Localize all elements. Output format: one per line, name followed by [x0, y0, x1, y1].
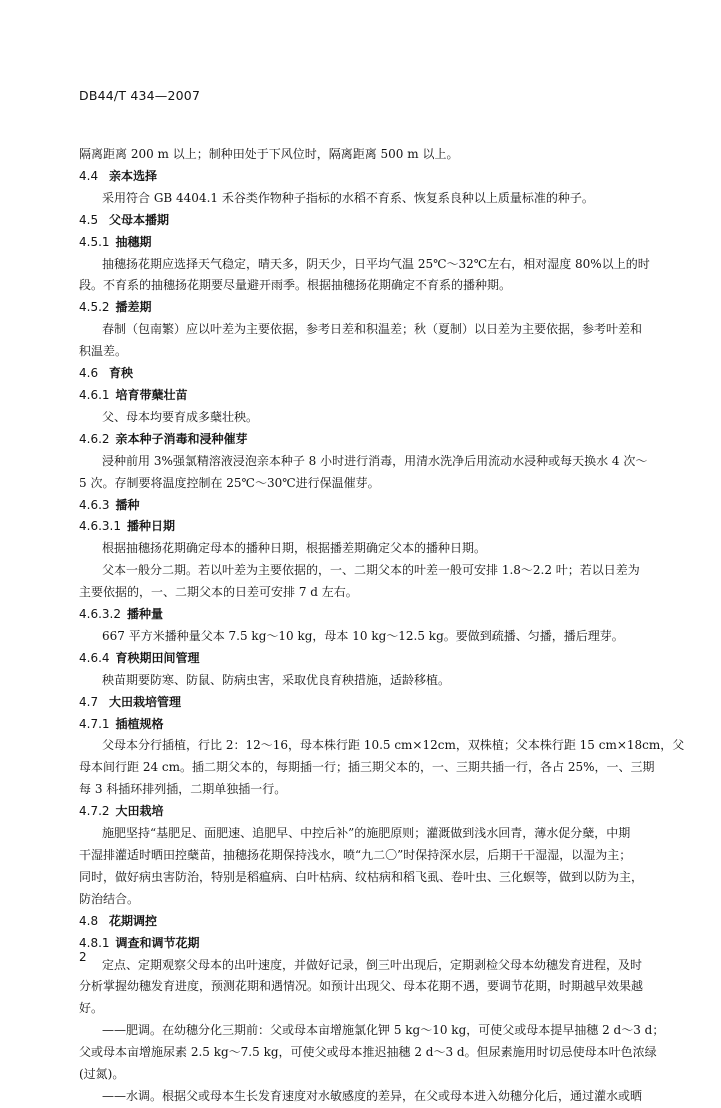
paragraph-line: 防治结合。 — [79, 891, 140, 906]
paragraph-line: 根据抽穗扬花期确定母本的播种日期，根据播差期确定父本的播种日期。 — [102, 541, 487, 556]
section-title: 抽穗期 — [115, 234, 152, 249]
section-number: 4.6.2 — [79, 431, 110, 446]
paragraph-line: 好。 — [79, 1001, 104, 1016]
section-title: 亲本种子消毒和浸种催芽 — [115, 431, 248, 446]
paragraph-line: ——水调。根据父或母本生长发育速度对水敏感度的差异，在父或母本进入幼穗分化后，通过灌水或晒 — [102, 1088, 643, 1103]
paragraph-line: 段。不育系的抽穗扬花期要尽量避开雨季。根据抽穗扬花期确定不育系的播种期。 — [79, 278, 512, 293]
section-title: 父母本播期 — [109, 212, 170, 227]
section-title: 花期调控 — [109, 913, 158, 928]
section-number: 4.6.3.2 — [79, 607, 121, 622]
paragraph-line: 定点、定期观察父母本的出叶速度，并做好记录，倒三叶出现后，定期剥检父母本幼穗发育进程，及时 — [102, 957, 643, 972]
section-heading — [79, 385, 645, 407]
paragraph-line: 同时，做好病虫害防治，特别是稻瘟病、白叶枯病、纹枯病和稻飞虱、卷叶虫、三化螟等，做到以防为主， — [79, 869, 644, 884]
section-heading — [79, 911, 645, 933]
section-number: 4.7.2 — [79, 804, 110, 819]
section-number: 4.6.3.1 — [79, 519, 121, 534]
section-number: 4.6 — [79, 366, 99, 381]
paragraph-line: 春制（包南繁）应以叶差为主要依据，参考日差和积温差；秋（夏制）以日差为主要依据，参考叶差和 — [102, 322, 643, 337]
section-title: 大田栽培管理 — [109, 694, 182, 709]
paragraph-line: 5 次。存制要将温度控制在 25℃～30℃进行保温催芽。 — [79, 475, 380, 490]
paragraph-line: 秧苗期要防寒、防鼠、防病虫害，采取优良育秧措施，适龄移植。 — [102, 672, 451, 687]
paragraph-line: 父本一般分二期。若以叶差为主要依据的，一、二期父本的叶差一般可安排 1.8～2.2 叶；若以日差为 — [102, 563, 640, 578]
section-heading — [79, 429, 645, 451]
section-title: 育秧期田间管理 — [115, 650, 200, 665]
paragraph-line: 父或母本亩增施尿素 2.5 kg～7.5 kg，可使父或母本推迟抽穗 2 d～3 d。但尿素施用时切忌使母本叶色浓绿 — [79, 1045, 657, 1060]
section-title: 育秧 — [109, 366, 134, 381]
paragraph-line: 抽穗扬花期应选择天气稳定，晴天多，阴天少，日平均气温 25℃～32℃左右，相对湿度 80%以上的时 — [102, 256, 650, 271]
section-number: 4.5.1 — [79, 234, 110, 249]
section-heading — [79, 801, 645, 823]
paragraph-line: 施肥坚持“基肥足、面肥速、追肥早、中控后补”的施肥原则；灌溉做到浅水回青，薄水促分蘖，中期 — [102, 826, 631, 841]
section-number: 4.8.1 — [79, 935, 110, 950]
paragraph-line: 浸种前用 3%强氯精溶液浸泡亲本种子 8 小时进行消毒，用清水洗净后用流动水浸种或每天换水 4 次～ — [102, 453, 648, 468]
section-heading — [79, 933, 645, 955]
paragraph-line: 主要依据的，一、二期父本的日差可安排 7 d 左右。 — [79, 585, 358, 600]
page-number: 2 — [79, 950, 87, 964]
section-heading — [79, 210, 645, 232]
paragraph-line: 干湿排灌适时晒田控蘖苗，抽穗扬花期保持浅水，喷“九二〇”时保持深水层，后期干干湿湿，以湿为主； — [79, 848, 632, 862]
paragraph-line: 父、母本均要育成多蘖壮秧。 — [102, 409, 259, 424]
section-number: 4.7.1 — [79, 716, 110, 731]
paragraph-line: 隔离距离 200 m 以上；制种田处于下风位时，隔离距离 500 m 以上。 — [79, 147, 459, 161]
section-number: 4.7 — [79, 694, 99, 709]
section-heading — [79, 604, 645, 626]
section-number: 4.6.1 — [79, 387, 110, 402]
section-title: 培育带蘖壮苗 — [115, 387, 188, 402]
section-heading — [79, 232, 645, 254]
section-heading — [79, 363, 645, 385]
section-heading — [79, 495, 645, 517]
section-title: 调查和调节花期 — [115, 935, 200, 950]
section-heading — [79, 166, 645, 188]
section-title: 播种量 — [126, 607, 163, 622]
section-title: 插植规格 — [115, 716, 164, 731]
paragraph-line: 积温差。 — [79, 344, 128, 359]
paragraph-line: ——肥调。在幼穗分化三期前：父或母本亩增施氯化钾 5 kg～10 kg，可使父或母本提早抽穗 2 d～3 d； — [102, 1023, 665, 1038]
section-number: 4.6.3 — [79, 497, 110, 512]
section-heading — [79, 516, 645, 538]
paragraph-line: 母本间行距 24 cm。插二期父本的，每期插一行；插三期父本的，一、三期共插一行，各占 25%，一、三期 — [79, 760, 655, 775]
section-heading — [79, 648, 645, 670]
section-number: 4.5 — [79, 212, 99, 227]
section-title: 播种 — [115, 497, 140, 512]
paragraph-line: 父母本分行插植，行比 2：12～16，母本株行距 10.5 cm×12cm，双株植；父本株行距 15 cm×18cm，父 — [102, 738, 685, 753]
section-heading — [79, 692, 645, 714]
paragraph-line: 采用符合 GB 4404.1 禾谷类作物种子指标的水稻不育系、恢复系良种以上质量标准的种子。 — [102, 190, 594, 205]
document-body — [79, 144, 685, 1108]
section-title: 亲本选择 — [109, 168, 158, 183]
section-number: 4.4 — [79, 168, 99, 183]
section-number: 4.8 — [79, 913, 99, 928]
paragraph-line: 每 3 科插环排列插，二期单独插一行。 — [79, 782, 287, 797]
section-heading — [79, 297, 645, 319]
section-number: 4.5.2 — [79, 300, 110, 315]
section-title: 大田栽培 — [115, 804, 164, 819]
section-heading — [79, 714, 645, 736]
section-number: 4.6.4 — [79, 650, 110, 665]
paragraph-line: (过氮)。 — [79, 1067, 125, 1082]
section-title: 播种日期 — [126, 519, 175, 534]
section-title: 播差期 — [115, 300, 152, 315]
paragraph-line: 667 平方米播种量父本 7.5 kg～10 kg，母本 10 kg～12.5 kg。要做到疏播、匀播，播后理芽。 — [102, 628, 624, 643]
paragraph-line: 分析掌握幼穗发育进度，预测花期和遇情况。如预计出现父、母本花期不遇，要调节花期，时期越早效果越 — [79, 979, 644, 994]
standard-code-header: DB44/T 434—2007 — [79, 88, 201, 103]
